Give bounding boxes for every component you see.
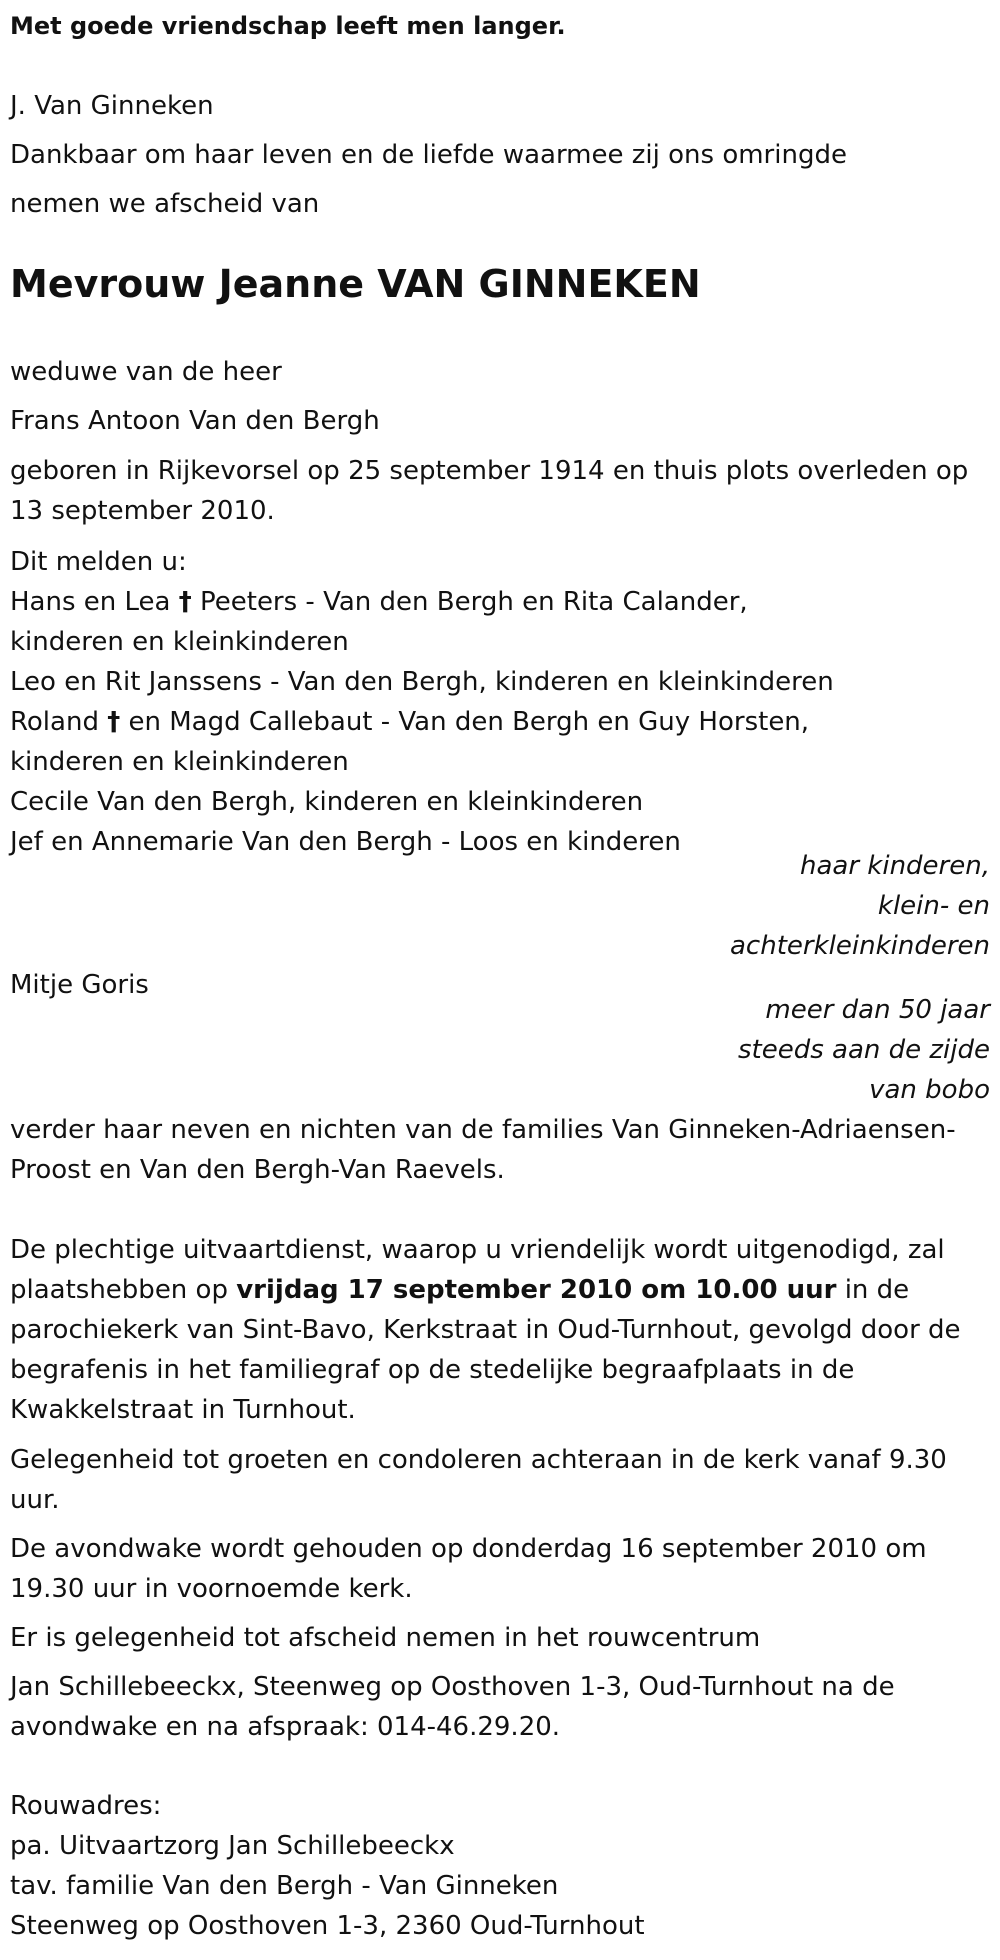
- companion-caption-line-2: steeds aan de zijde: [737, 1035, 990, 1065]
- children-caption-line-3: achterkleinkinderen: [730, 931, 990, 961]
- service-line-3: parochiekerk van Sint-Bavo, Kerkstraat in Oud-Turnhout, gevolgd door de: [10, 1315, 961, 1345]
- family-jef: Jef en Annemarie Van den Bergh - Loos en kinderen: [10, 827, 681, 857]
- family-roland-rest: en Magd Callebaut - Van den Bergh en Guy Horsten,: [128, 707, 810, 737]
- cross-icon: †: [178, 587, 192, 617]
- service-line-2-prefix: plaatshebben op: [10, 1275, 228, 1305]
- children-caption-line-1: haar kinderen,: [800, 851, 990, 881]
- service-date-time: vrijdag 17 september 2010 om 10.00 uur: [236, 1275, 837, 1305]
- address-line-1: pa. Uitvaartzorg Jan Schillebeeckx: [10, 1831, 455, 1861]
- deceased-name: Mevrouw Jeanne VAN GINNEKEN: [10, 262, 701, 306]
- spouse-name: Frans Antoon Van den Bergh: [10, 406, 380, 436]
- service-line-4: begrafenis in het familiegraf op de stedelijke begraafplaats in de: [10, 1355, 855, 1385]
- family-hans-line-1: [10, 582, 748, 622]
- service-line-5: Kwakkelstraat in Turnhout.: [10, 1395, 356, 1425]
- condolences-line-2: uur.: [10, 1485, 60, 1515]
- funeral-home-line-2: avondwake en na afspraak: 014-46.29.20.: [10, 1712, 561, 1742]
- companion-name: Mitje Goris: [10, 970, 149, 1000]
- address-label: Rouwadres:: [10, 1791, 162, 1821]
- family-hans-line-2: kinderen en kleinkinderen: [10, 627, 349, 657]
- address-line-3: Steenweg op Oosthoven 1-3, 2360 Oud-Turnhout: [10, 1911, 645, 1941]
- intro-line-2: nemen we afscheid van: [10, 189, 320, 219]
- service-line-1: De plechtige uitvaartdienst, waarop u vriendelijk wordt uitgenodigd, zal: [10, 1235, 945, 1265]
- family-roland-line-2: kinderen en kleinkinderen: [10, 747, 349, 777]
- family-hans-names: Hans en Lea: [10, 587, 171, 617]
- relatives-line-1: verder haar neven en nichten van de families Van Ginneken-Adriaensen-: [10, 1115, 956, 1145]
- family-cecile: Cecile Van den Bergh, kinderen en kleinkinderen: [10, 787, 644, 817]
- companion-caption-line-1: meer dan 50 jaar: [765, 995, 990, 1025]
- family-roland-name: Roland: [10, 707, 99, 737]
- obituary-document: [10, 0, 990, 1960]
- service-line-2: [10, 1270, 909, 1310]
- signature: J. Van Ginneken: [10, 91, 214, 121]
- service-line-2-suffix: in de: [844, 1275, 910, 1305]
- family-roland-line-1: [10, 702, 809, 742]
- widow-of: weduwe van de heer: [10, 357, 282, 387]
- intro-line-1: Dankbaar om haar leven en de liefde waarmee zij ons omringde: [10, 140, 847, 170]
- family-hans-surnames: Peeters - Van den Bergh en Rita Calander,: [200, 587, 748, 617]
- vigil-line-1: De avondwake wordt gehouden op donderdag 16 september 2010 om: [10, 1534, 927, 1564]
- relatives-line-2: Proost en Van den Bergh-Van Raevels.: [10, 1155, 505, 1185]
- birth-death-line-2: 13 september 2010.: [10, 496, 275, 526]
- children-caption-line-2: klein- en: [877, 891, 990, 921]
- cross-icon: †: [107, 707, 121, 737]
- address-line-2: tav. familie Van den Bergh - Van Ginneken: [10, 1871, 559, 1901]
- motto: Met goede vriendschap leeft men langer.: [10, 12, 566, 40]
- announce-label: Dit melden u:: [10, 547, 187, 577]
- companion-caption-line-3: van bobo: [869, 1075, 990, 1105]
- vigil-line-2: 19.30 uur in voornoemde kerk.: [10, 1574, 413, 1604]
- funeral-home-line-1: Jan Schillebeeckx, Steenweg op Oosthoven 1-3, Oud-Turnhout na de: [10, 1672, 895, 1702]
- condolences-line-1: Gelegenheid tot groeten en condoleren achteraan in de kerk vanaf 9.30: [10, 1445, 947, 1475]
- farewell-line: Er is gelegenheid tot afscheid nemen in het rouwcentrum: [10, 1623, 761, 1653]
- family-leo: Leo en Rit Janssens - Van den Bergh, kinderen en kleinkinderen: [10, 667, 834, 697]
- birth-death-line-1: geboren in Rijkevorsel op 25 september 1914 en thuis plots overleden op: [10, 456, 969, 486]
